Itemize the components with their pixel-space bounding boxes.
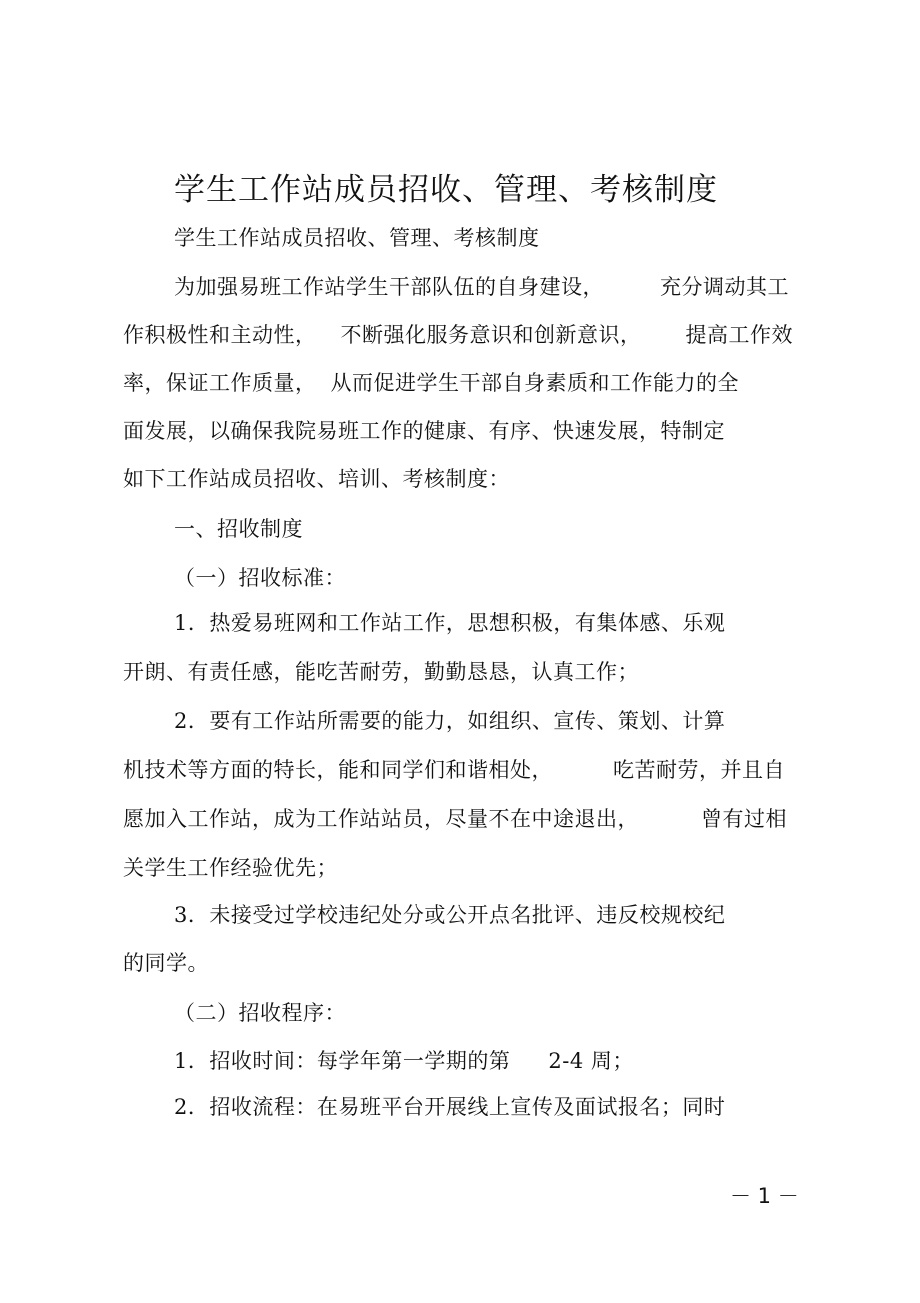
procedure-item-1b: 2-4 周；: [548, 1049, 634, 1073]
section-heading: 一、招收制度: [174, 517, 303, 541]
standard-item-3-line-1: 3．未接受过学校违纪处分或公开点名批评、违反校规校纪: [174, 903, 726, 927]
document-subtitle: 学生工作站成员招收、管理、考核制度: [174, 226, 540, 250]
procedure-item-1a: 1．招收时间：每学年第一学期的第: [174, 1049, 511, 1073]
intro-line-2a: 作积极性和主动性，: [123, 323, 317, 347]
intro-line-2b: 不断强化服务意识和创新意识，: [340, 323, 642, 347]
intro-line-1: [174, 273, 789, 301]
intro-line-2: [123, 321, 793, 349]
standard-item-2-line-3: [123, 805, 787, 833]
intro-line-1a: 为加强易班工作站学生干部队伍的自身建设，: [174, 275, 604, 299]
document-title: 学生工作站成员招收、管理、考核制度: [174, 172, 718, 208]
standard-item-2-line-4: 关学生工作经验优先；: [123, 856, 338, 880]
subsection-heading-standards: （一）招收标准：: [174, 566, 346, 590]
standard-item-1-line-2: 开朗、有责任感，能吃苦耐劳，勤勤恳恳，认真工作；: [123, 660, 639, 684]
standard-item-3-line-2: 的同学。: [123, 951, 209, 975]
intro-line-2c: 提高工作效: [685, 323, 793, 347]
standard-item-1-line-1: 1．热爱易班网和工作站工作，思想积极，有集体感、乐观: [174, 611, 726, 635]
standard-item-2-line-2a: 机技术等方面的特长，能和同学们和谐相处，: [123, 758, 553, 782]
intro-line-5: 如下工作站成员招收、培训、考核制度：: [123, 467, 510, 491]
intro-line-4: 面发展，以确保我院易班工作的健康、有序、快速发展，特制定: [123, 419, 725, 443]
intro-line-1b: 充分调动其工: [660, 275, 789, 299]
procedure-item-2: 2．招收流程：在易班平台开展线上宣传及面试报名；同时: [174, 1095, 726, 1119]
standard-item-2-line-1: 2．要有工作站所需要的能力，如组织、宣传、策划、计算: [174, 709, 726, 733]
standard-item-2-line-3b: 曾有过相: [701, 807, 787, 831]
standard-item-2-line-2b: 吃苦耐劳，并且自: [613, 758, 785, 782]
procedure-item-1: [174, 1047, 634, 1075]
intro-line-3: [123, 369, 739, 397]
page-number: － 1 －: [730, 1184, 799, 1208]
intro-line-3b: 从而促进学生干部自身素质和工作能力的全: [330, 371, 739, 395]
subsection-heading-procedure: （二）招收程序：: [174, 1001, 346, 1025]
intro-line-3a: 率，保证工作质量，: [123, 371, 317, 395]
standard-item-2-line-3a: 愿加入工作站，成为工作站站员，尽量不在中途退出，: [123, 807, 639, 831]
standard-item-2-line-2: [123, 756, 785, 784]
